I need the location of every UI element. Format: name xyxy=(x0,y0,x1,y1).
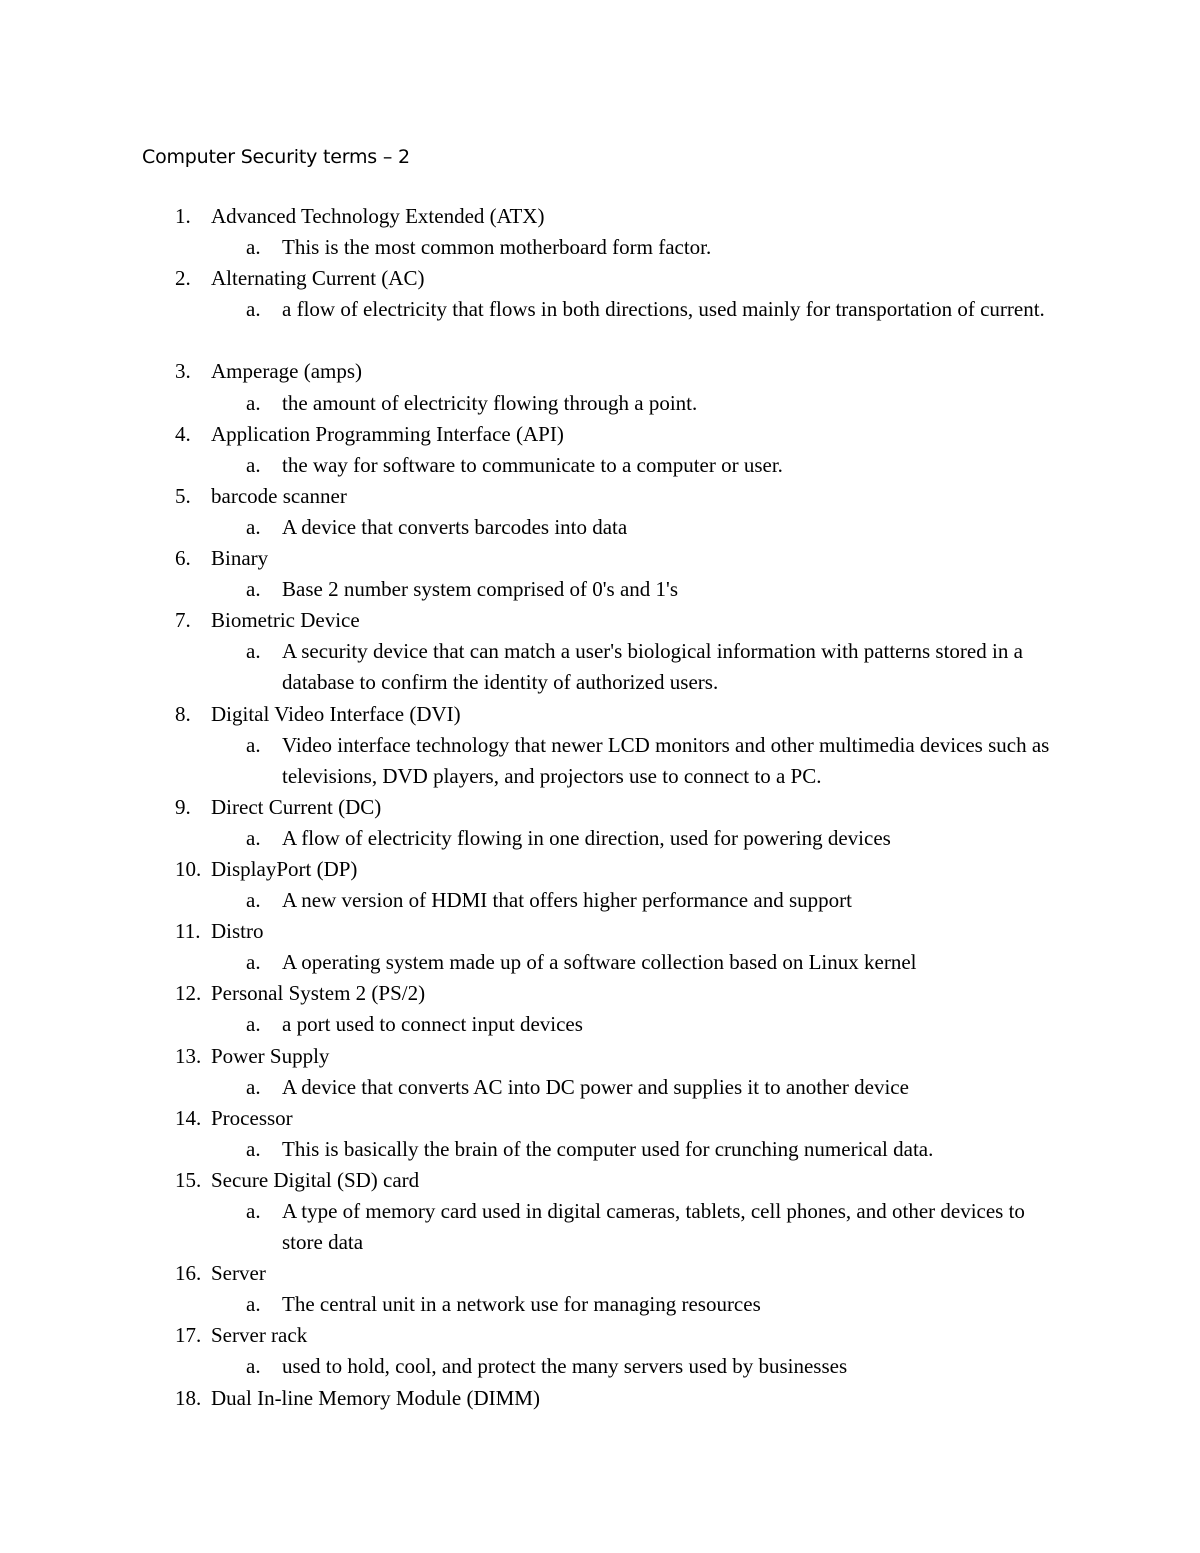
term-item xyxy=(0,1041,1200,1072)
definition-item xyxy=(0,232,1200,263)
definition-text: A device that converts barcodes into data xyxy=(282,514,628,539)
term-name: Binary xyxy=(211,546,269,571)
term-name: Amperage (amps) xyxy=(211,359,363,384)
term-item xyxy=(0,792,1200,823)
definition-marker: a. xyxy=(246,825,261,850)
definition-text: A new version of HDMI that offers higher performance and support xyxy=(282,888,852,913)
term-name: Distro xyxy=(211,919,264,944)
definition-text: A type of memory card used in digital cameras, tablets, cell phones, and other devices to store data xyxy=(282,1199,1025,1255)
definition-item xyxy=(0,1009,1200,1040)
term-name: Advanced Technology Extended (ATX) xyxy=(211,204,545,228)
term-item xyxy=(0,916,1200,947)
term-number: 14. xyxy=(175,1105,202,1130)
term-item xyxy=(0,201,1200,232)
definition-item xyxy=(0,512,1200,543)
term-number: 13. xyxy=(175,1043,202,1068)
term-number: 15. xyxy=(175,1167,202,1192)
term-name: Application Programming Interface (API) xyxy=(211,421,564,446)
definition-marker: a. xyxy=(246,950,261,975)
term-number: 16. xyxy=(175,1261,202,1286)
definition-item xyxy=(0,1351,1200,1382)
definition-item xyxy=(0,947,1200,978)
term-number: 3. xyxy=(175,359,191,384)
term-name: Dual In-line Memory Module (DIMM) xyxy=(211,1385,540,1410)
term-item xyxy=(0,481,1200,512)
term-item xyxy=(0,1383,1200,1414)
definition-marker: a. xyxy=(246,1199,261,1223)
definition-text: the amount of electricity flowing through a point. xyxy=(282,390,698,415)
term-name: Secure Digital (SD) card xyxy=(211,1167,420,1192)
terms-list xyxy=(0,201,1200,1414)
definition-item xyxy=(0,294,1200,356)
term-name: Alternating Current (AC) xyxy=(211,266,425,291)
term-name: Server rack xyxy=(211,1323,308,1348)
term-name: Power Supply xyxy=(211,1043,330,1068)
definition-marker: a. xyxy=(246,1354,261,1379)
term-number: 10. xyxy=(175,856,202,881)
definition-item xyxy=(0,1134,1200,1165)
term-number: 17. xyxy=(175,1323,202,1348)
term-name: DisplayPort (DP) xyxy=(211,856,358,881)
definition-marker: a. xyxy=(246,390,261,415)
term-item xyxy=(0,1320,1200,1351)
term-item xyxy=(0,1258,1200,1289)
term-item xyxy=(0,699,1200,730)
term-item xyxy=(0,1165,1200,1196)
definition-text: This is basically the brain of the computer used for crunching numerical data. xyxy=(282,1136,934,1161)
term-number: 6. xyxy=(175,546,191,571)
term-name: Server xyxy=(211,1261,266,1286)
term-name: Personal System 2 (PS/2) xyxy=(211,981,426,1006)
term-name: Biometric Device xyxy=(211,608,360,633)
definition-marker: a. xyxy=(246,452,261,477)
definition-marker: a. xyxy=(246,732,261,757)
definition-item xyxy=(0,885,1200,916)
term-number: 9. xyxy=(175,794,191,819)
definition-marker: a. xyxy=(246,297,261,322)
definition-text: Base 2 number system comprised of 0's and 1's xyxy=(282,577,679,602)
definition-text: a port used to connect input devices xyxy=(282,1012,583,1037)
definition-item xyxy=(0,388,1200,419)
definition-item xyxy=(0,730,1200,792)
term-item xyxy=(0,854,1200,885)
definition-text: A flow of electricity flowing in one direction, used for powering devices xyxy=(282,825,891,850)
term-name: barcode scanner xyxy=(211,483,347,508)
term-number: 1. xyxy=(175,204,191,228)
term-number: 18. xyxy=(175,1385,202,1410)
term-name: Digital Video Interface (DVI) xyxy=(211,701,461,726)
definition-item xyxy=(0,823,1200,854)
definition-item xyxy=(0,1072,1200,1103)
term-number: 12. xyxy=(175,981,202,1006)
term-item xyxy=(0,1103,1200,1134)
definition-item xyxy=(0,636,1200,698)
definition-marker: a. xyxy=(246,888,261,913)
definition-marker: a. xyxy=(246,235,261,260)
term-item xyxy=(0,419,1200,450)
definition-text: used to hold, cool, and protect the many servers used by businesses xyxy=(282,1354,848,1379)
term-item xyxy=(0,605,1200,636)
definition-marker: a. xyxy=(246,577,261,602)
document-title: Computer Security terms – 2 xyxy=(142,146,410,168)
definition-marker: a. xyxy=(246,1136,261,1161)
definition-item xyxy=(0,574,1200,605)
definition-marker: a. xyxy=(246,639,261,664)
definition-marker: a. xyxy=(246,1074,261,1099)
definition-text: Video interface technology that newer LCD monitors and other multimedia devices such as televisions, DVD players, and projectors use to connect to a PC. xyxy=(282,732,1050,788)
term-number: 11. xyxy=(175,919,201,944)
term-item xyxy=(0,263,1200,294)
definition-marker: a. xyxy=(246,514,261,539)
term-number: 5. xyxy=(175,483,191,508)
definition-text: A operating system made up of a software collection based on Linux kernel xyxy=(282,950,917,975)
definition-text: The central unit in a network use for managing resources xyxy=(282,1292,761,1317)
definition-text: A device that converts AC into DC power and supplies it to another device xyxy=(282,1074,909,1099)
term-number: 2. xyxy=(175,266,191,291)
definition-marker: a. xyxy=(246,1012,261,1037)
definition-text: a flow of electricity that flows in both directions, used mainly for transportation of current. xyxy=(282,297,1045,322)
definition-item xyxy=(0,1289,1200,1320)
term-number: 4. xyxy=(175,421,191,446)
term-item xyxy=(0,356,1200,387)
definition-marker: a. xyxy=(246,1292,261,1317)
definition-text: the way for software to communicate to a computer or user. xyxy=(282,452,783,477)
term-name: Direct Current (DC) xyxy=(211,794,382,819)
term-name: Processor xyxy=(211,1105,293,1130)
term-item xyxy=(0,978,1200,1009)
term-item xyxy=(0,543,1200,574)
definition-text: This is the most common motherboard form factor. xyxy=(282,235,712,260)
definition-text: A security device that can match a user's biological information with patterns stored in a database to confirm the identity of authorized users. xyxy=(282,639,1023,695)
term-number: 8. xyxy=(175,701,191,726)
definition-item xyxy=(0,450,1200,481)
definition-item xyxy=(0,1196,1200,1258)
term-number: 7. xyxy=(175,608,191,633)
